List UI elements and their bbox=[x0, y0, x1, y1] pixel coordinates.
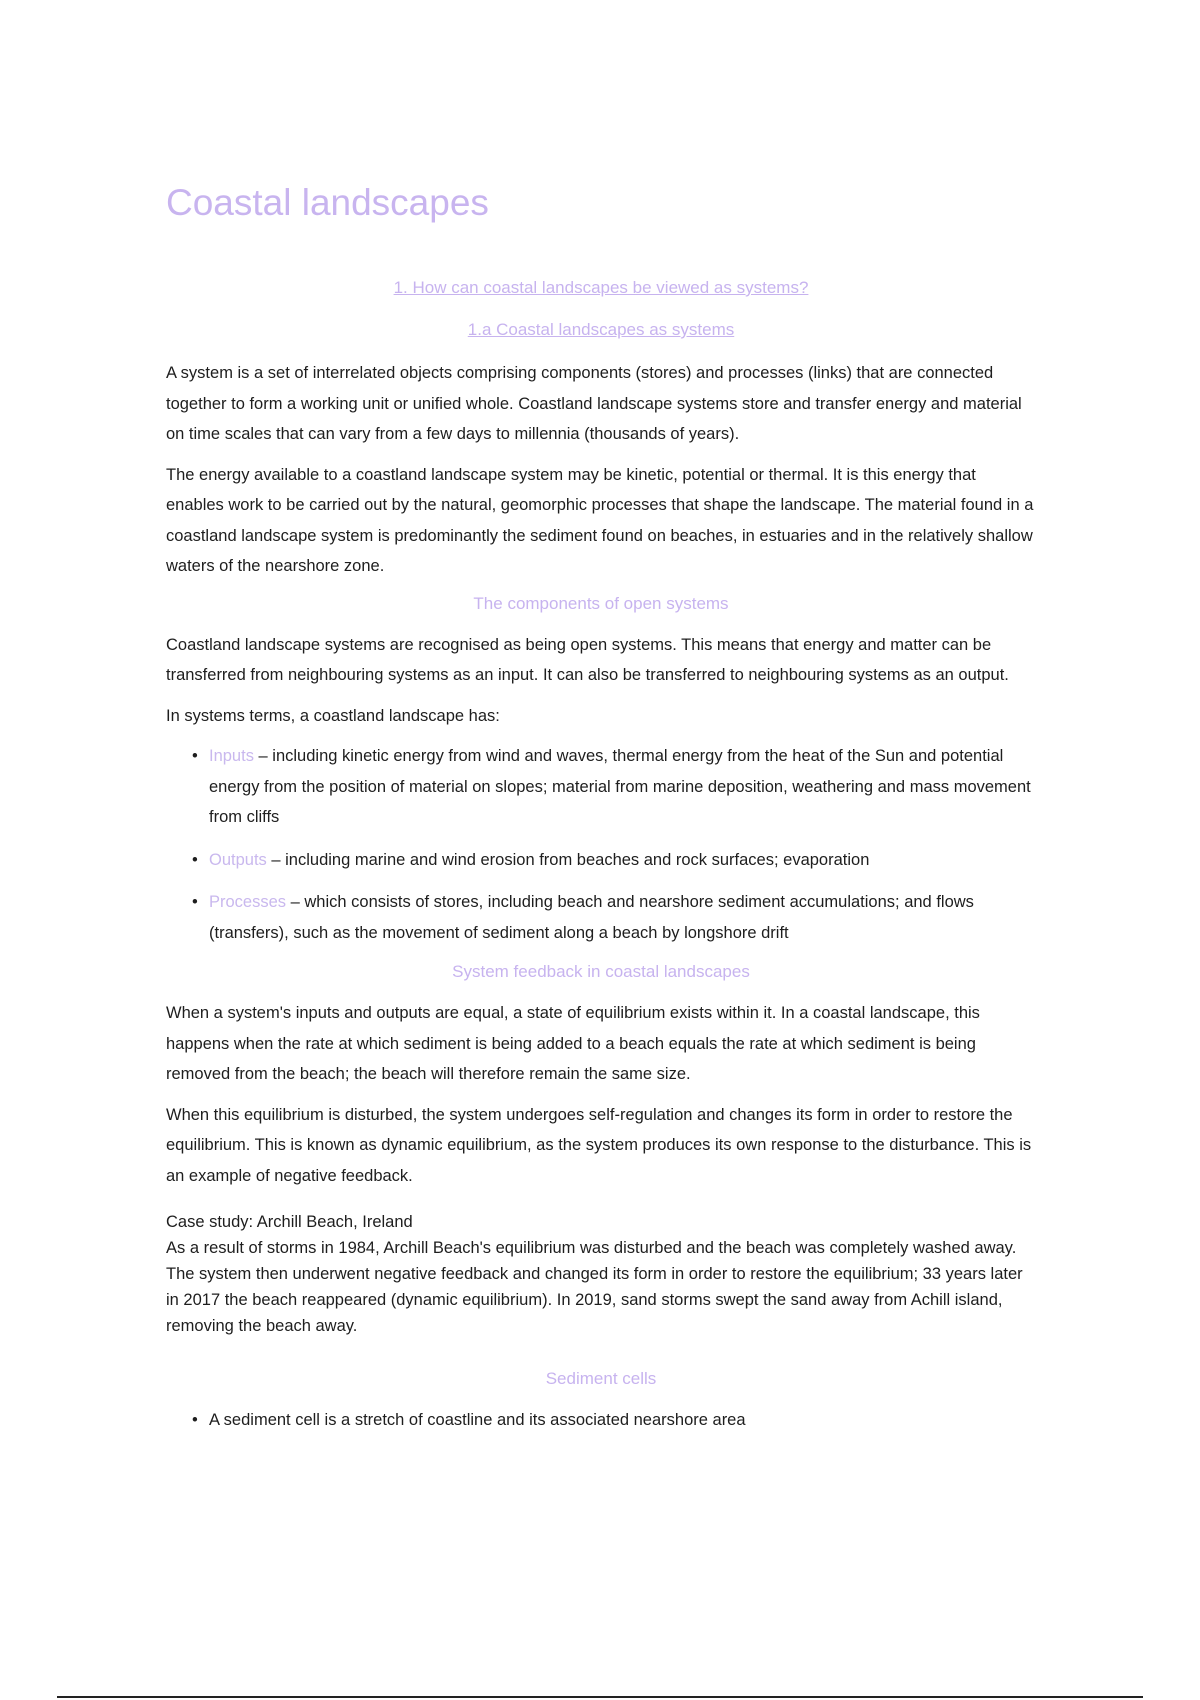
heading-open-systems: The components of open systems bbox=[473, 593, 729, 613]
list-item-outputs bbox=[192, 845, 1036, 876]
heading-sediment-cells: Sediment cells bbox=[545, 1369, 657, 1388]
heading-system-feedback: System feedback in coastal landscapes bbox=[452, 962, 750, 981]
list-item-inputs bbox=[192, 741, 1036, 833]
page-title: Coastal landscapes bbox=[166, 182, 489, 223]
paragraph-system-definition: A system is a set of interrelated objects comprising components (stores) and processes (links) that are connected together to form a working unit or unified whole. Coastland landscape systems store and transfer energy and material on time scales that can vary from a few days to millennia (thousands of years). bbox=[166, 364, 1022, 443]
case-study bbox=[166, 1209, 1036, 1339]
case-study-text: As a result of storms in 1984, Archill Beach's equilibrium was disturbed and the beach was completely washed away. The system then underwent negative feedback and changed its form in order to restore the equilibrium; 33 years later in 2017 the beach reappeared (dynamic equilibrium). In 2019, sand storms swept the sand away from Achill island, removing the beach away. bbox=[166, 1239, 1023, 1335]
page-bottom-divider bbox=[57, 1696, 1143, 1698]
list-item-text: – including kinetic energy from wind and waves, thermal energy from the heat of the Sun and potential energy from the position of material on slopes; material from marine deposition, weathering and mass movement from cliffs bbox=[209, 747, 1031, 826]
list-item-text: – including marine and wind erosion from beaches and rock surfaces; evaporation bbox=[266, 850, 870, 869]
list-item-sediment-cell bbox=[192, 1405, 1036, 1436]
term-inputs: Inputs bbox=[209, 747, 254, 765]
sediment-list bbox=[166, 1405, 1036, 1436]
bullet-icon: • bbox=[192, 747, 198, 765]
case-study-title: Case study: Archill Beach, Ireland bbox=[166, 1213, 413, 1231]
term-processes: Processes bbox=[209, 893, 287, 911]
paragraph-dynamic-equilibrium: When this equilibrium is disturbed, the system undergoes self-regulation and changes its form in order to restore the equilibrium. This is known as dynamic equilibrium, as the system produces its own response to the disturbance. This is an example of negative feedback. bbox=[166, 1105, 1032, 1185]
bullet-icon: • bbox=[192, 893, 198, 911]
systems-list bbox=[166, 741, 1036, 948]
list-item-text: – which consists of stores, including beach and nearshore sediment accumulations; and flows (transfers), such as the movement of sediment along a beach by longshore drift bbox=[209, 893, 974, 942]
list-item-processes bbox=[192, 887, 1036, 948]
paragraph-equilibrium: When a system's inputs and outputs are equal, a state of equilibrium exists within it. In a coastal landscape, this happens when the rate at which sediment is being added to a beach equals the rate at which sediment is being removed from the beach; the beach will therefore remain the same size. bbox=[166, 1004, 980, 1083]
subsection-heading[interactable]: 1.a Coastal landscapes as systems bbox=[467, 320, 735, 339]
term-outputs: Outputs bbox=[209, 850, 267, 869]
bullet-icon: • bbox=[192, 850, 198, 869]
bullet-icon: • bbox=[192, 1411, 198, 1429]
document-content bbox=[166, 276, 1036, 1448]
section-heading[interactable]: 1. How can coastal landscapes be viewed as systems? bbox=[393, 278, 809, 297]
paragraph-systems-terms: In systems terms, a coastland landscape has: bbox=[166, 706, 500, 725]
paragraph-energy: The energy available to a coastland landscape system may be kinetic, potential or thermal. It is this energy that enables work to be carried out by the natural, geomorphic processes that shape the landscape. The material found in a coastland landscape system is predominantly the sediment found on beaches, in estuaries and in the relatively shallow waters of the nearshore zone. bbox=[166, 465, 1034, 575]
paragraph-open-systems: Coastland landscape systems are recognised as being open systems. This means that energy and matter can be transferred from neighbouring systems as an input. It can also be transferred to neighbouring systems as an output. bbox=[166, 635, 1009, 684]
list-item-text: A sediment cell is a stretch of coastline and its associated nearshore area bbox=[209, 1411, 746, 1429]
